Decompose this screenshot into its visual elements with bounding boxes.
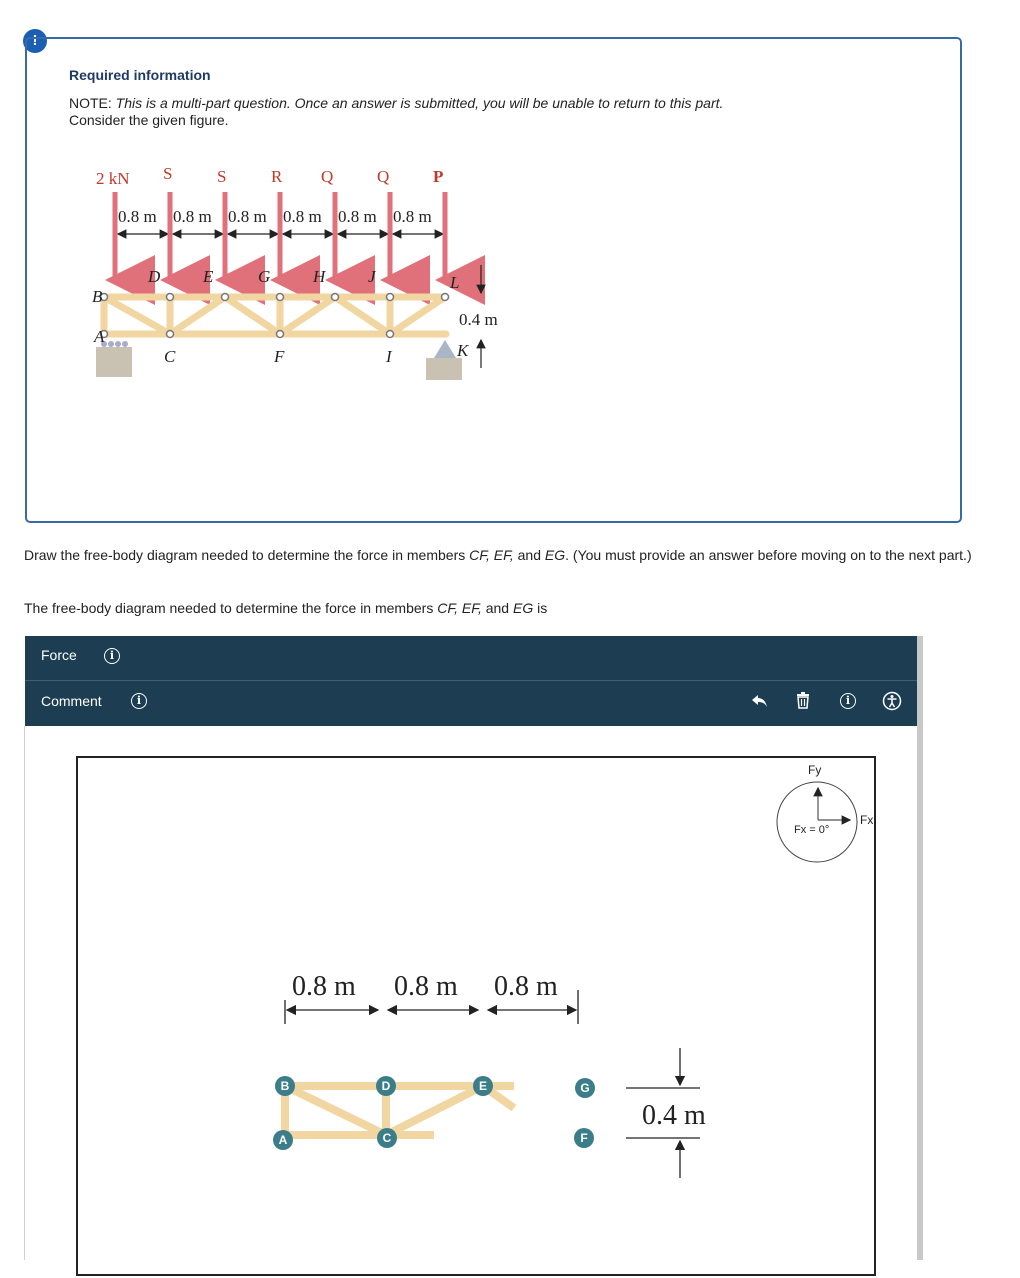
note-italic: This is a multi-part question. Once an answer is submitted, you will be unable to return to this part.: [115, 95, 724, 111]
trash-icon[interactable]: [795, 691, 811, 709]
fig-node-i: I: [386, 347, 392, 366]
force-info-icon[interactable]: i: [104, 648, 120, 664]
answer-text-a: The free-body diagram needed to determine the force in members: [24, 600, 438, 616]
compass-fy-label: Fy: [808, 763, 822, 777]
node-g-label: G: [580, 1081, 590, 1095]
required-note: [69, 95, 723, 129]
fig-node-l: L: [450, 273, 460, 292]
compass-angle-readout: Fx = 0°: [794, 824, 830, 836]
fig-node-f: F: [274, 347, 285, 366]
prompt-text-b: and: [513, 547, 545, 563]
node-f-label: F: [580, 1131, 588, 1145]
node-b-label: B: [280, 1079, 290, 1093]
fig-node-j: J: [368, 267, 376, 286]
fig-truss-members: [104, 297, 446, 334]
force-row: [25, 636, 917, 681]
note-line2: Consider the given figure.: [69, 112, 229, 128]
info-icon[interactable]: i: [840, 693, 856, 709]
comment-tool[interactable]: Comment: [41, 693, 102, 709]
prompt-members-a: CF, EF,: [469, 547, 514, 563]
fig-roller: [101, 341, 128, 347]
answer-text-c: is: [533, 600, 548, 616]
canvas-spacing-2: 0.8 m: [394, 971, 458, 1002]
canvas-height-label: 0.4 m: [642, 1100, 706, 1131]
node-e-label: E: [478, 1079, 488, 1093]
prompt-members-b: EG: [544, 547, 566, 563]
load-label-q1: Q: [321, 167, 334, 186]
comment-row: [25, 681, 917, 726]
fig-spacing-3: 0.8 m: [228, 207, 267, 226]
fig-spacing-6: 0.8 m: [393, 207, 432, 226]
undo-icon[interactable]: [751, 693, 769, 709]
fig-node-c: C: [164, 347, 176, 366]
fig-node-g: G: [258, 267, 271, 286]
load-label-s1: S: [163, 164, 173, 183]
comment-info-icon[interactable]: i: [131, 693, 147, 709]
prompt-text-a: Draw the free-body diagram needed to determine the force in members: [24, 547, 470, 563]
truss-figure: [66, 150, 526, 390]
fig-pin-support: [434, 340, 456, 358]
fig-node-h: H: [313, 267, 326, 286]
fig-node-a: A: [94, 327, 105, 346]
direction-compass[interactable]: [777, 763, 873, 862]
note-prefix: NOTE:: [69, 95, 116, 111]
question-prompt: [24, 546, 974, 564]
fig-node-k: K: [457, 341, 469, 360]
canvas-spacing-1: 0.8 m: [292, 971, 356, 1002]
canvas-spacing-3: 0.8 m: [494, 971, 558, 1002]
answer-text-b: and: [481, 600, 513, 616]
load-label-q2: Q: [377, 167, 390, 186]
fbd-toolbar: [25, 636, 917, 726]
fig-node-b: B: [92, 287, 103, 306]
fig-height-label: 0.4 m: [459, 310, 498, 329]
compass-fx-label: Fx: [860, 813, 874, 827]
fig-support-right: [426, 358, 462, 380]
answer-members-b: EG: [512, 600, 534, 616]
load-label-2kn: 2 kN: [96, 169, 130, 188]
panel-left-border: [24, 726, 25, 1260]
force-tool[interactable]: Force: [41, 647, 77, 663]
exclamation-icon: !: [32, 32, 38, 49]
fig-spacing-2: 0.8 m: [173, 207, 212, 226]
load-label-p: P: [433, 167, 444, 186]
answer-statement: [24, 600, 547, 616]
answer-members-a: CF, EF,: [437, 600, 482, 616]
fig-node-e: E: [203, 267, 214, 286]
fig-spacing-1: 0.8 m: [118, 207, 157, 226]
prompt-text-c: . (You must provide an answer before moving on to the next part.): [565, 547, 972, 563]
load-label-s2: S: [217, 167, 227, 186]
scrollbar-track[interactable]: [917, 636, 923, 1260]
fig-node-d: D: [148, 267, 161, 286]
fig-load-arrows: [115, 192, 445, 280]
load-label-r: R: [271, 167, 283, 186]
node-a-label: A: [278, 1133, 288, 1147]
fig-spacing-5: 0.8 m: [338, 207, 377, 226]
required-title: Required information: [69, 67, 211, 83]
fig-spacing-4: 0.8 m: [283, 207, 322, 226]
node-d-label: D: [381, 1079, 391, 1093]
node-c-label: C: [382, 1131, 392, 1145]
drawing-canvas[interactable]: [76, 756, 876, 1276]
accessibility-icon[interactable]: [882, 691, 902, 711]
fig-support-left: [96, 347, 132, 377]
